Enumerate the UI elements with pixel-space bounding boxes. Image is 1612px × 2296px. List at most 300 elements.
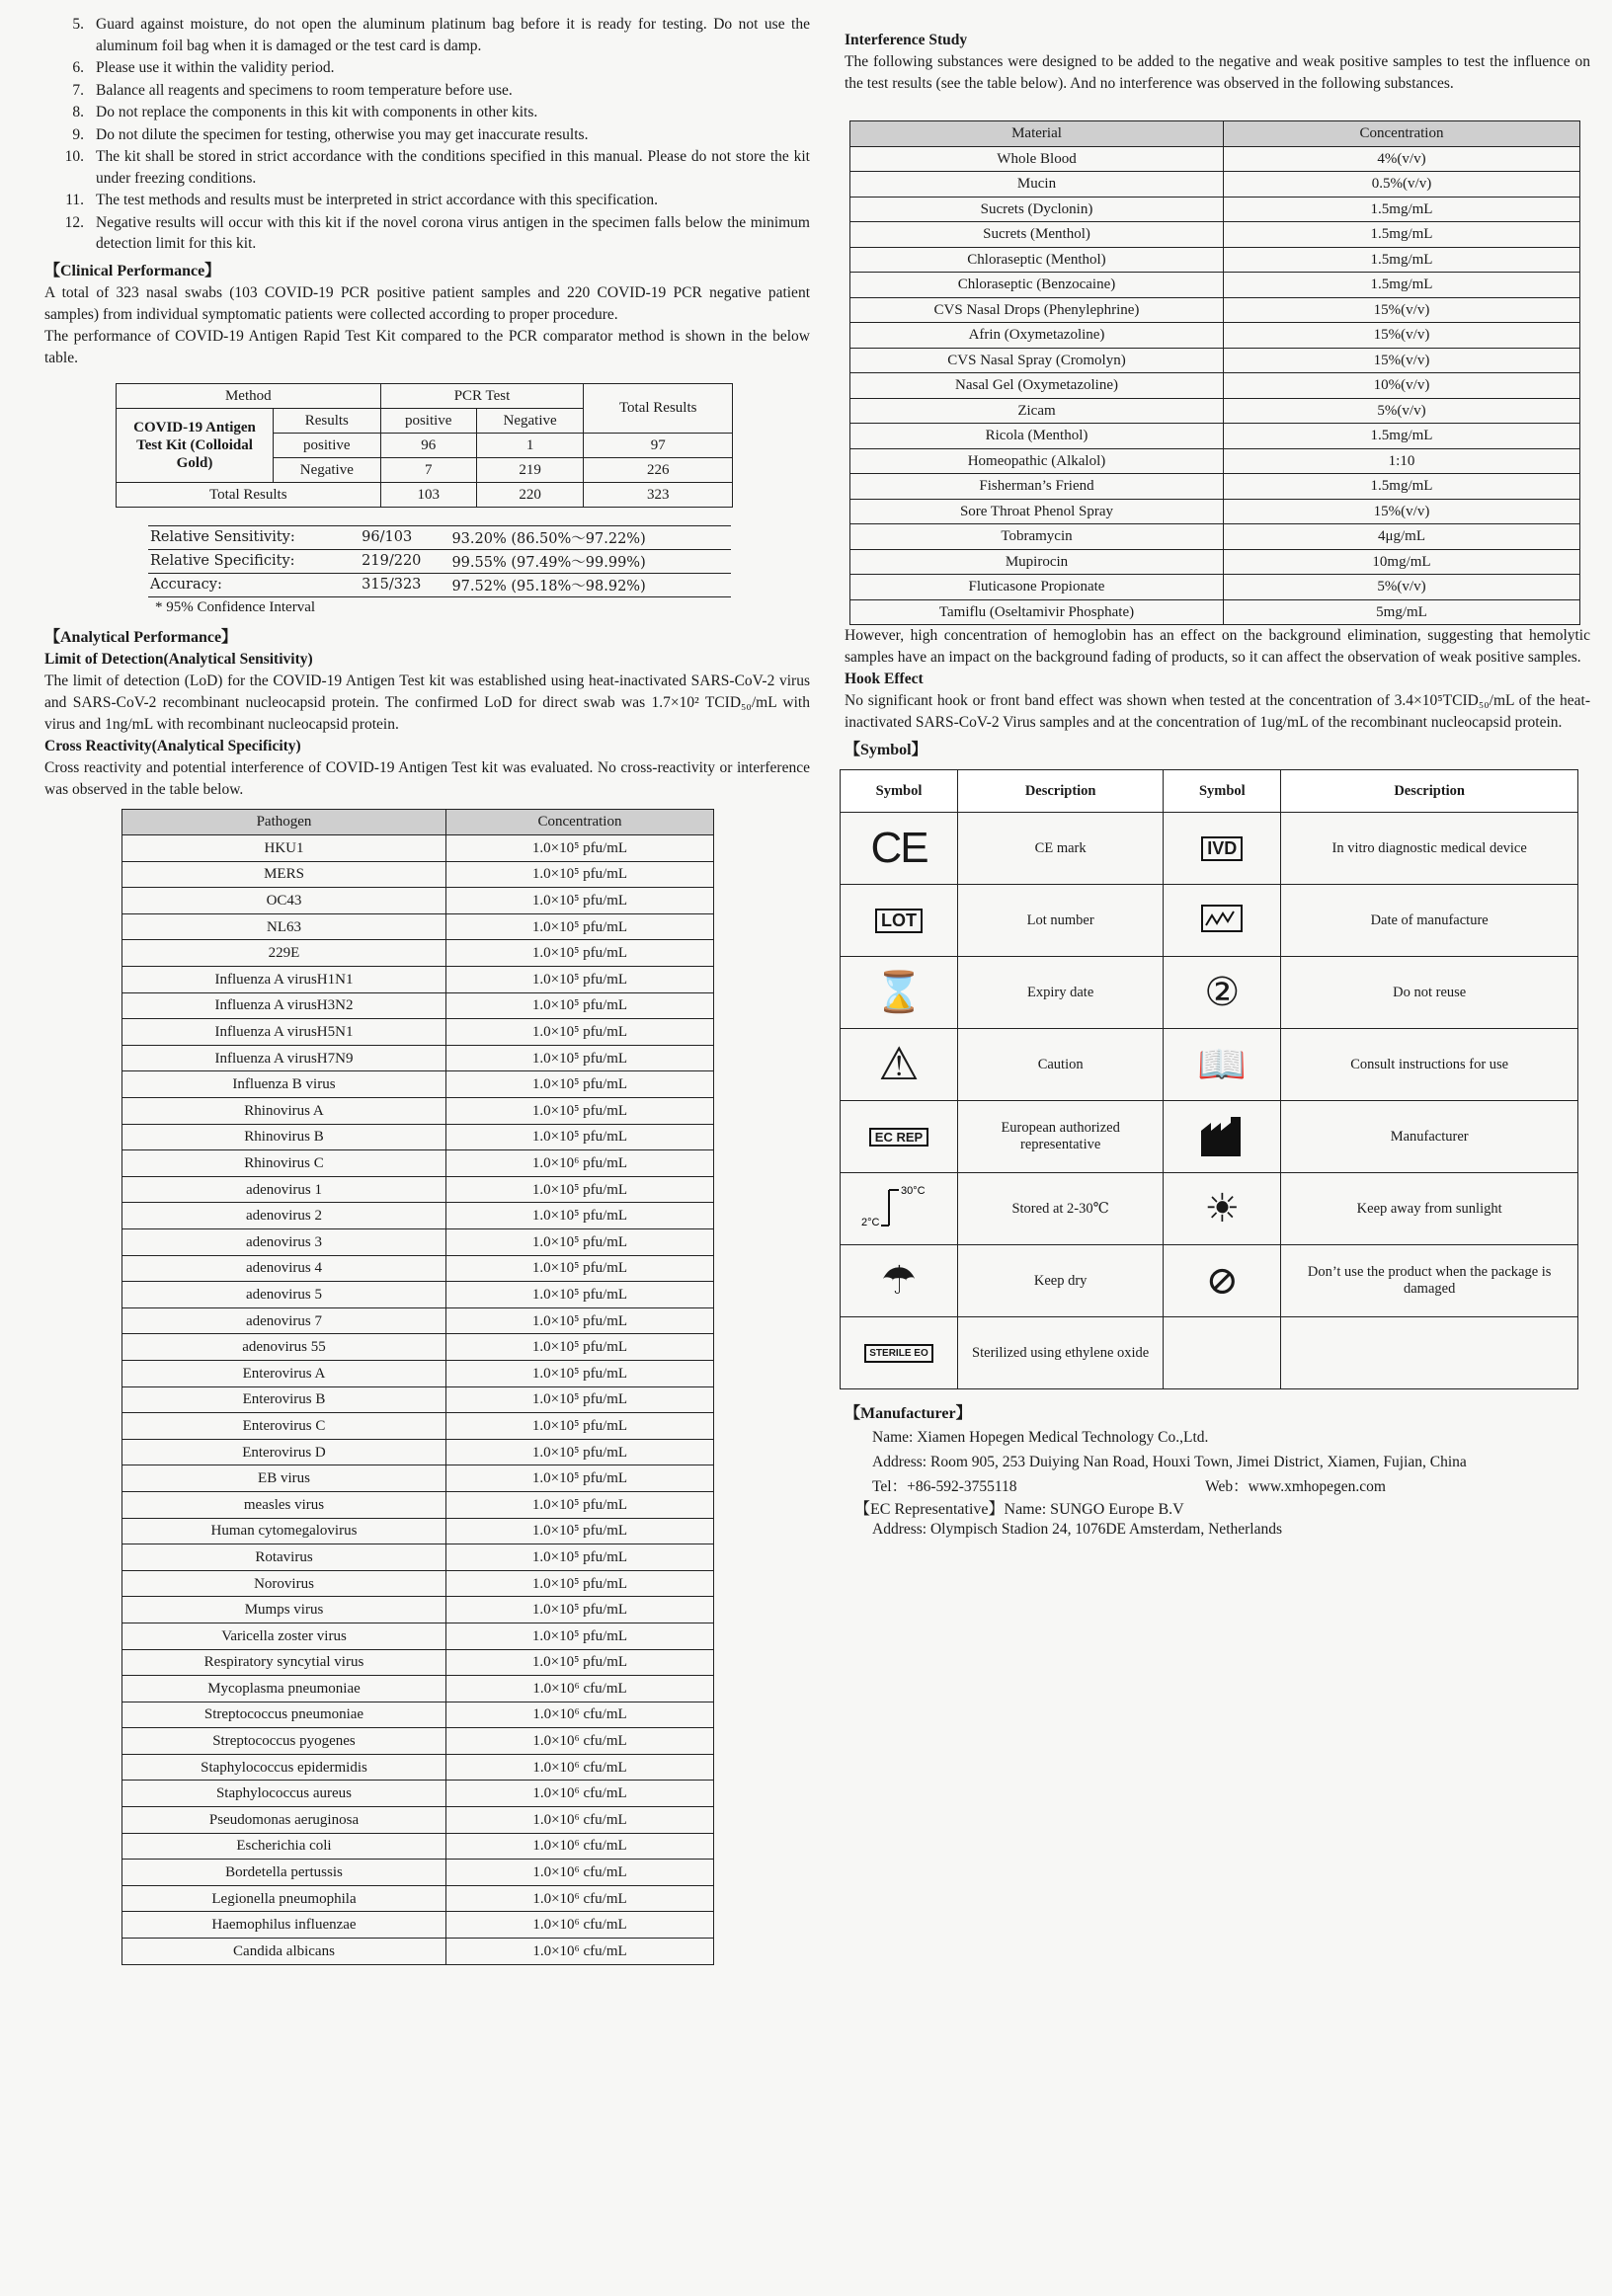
negative-col-header: Negative xyxy=(476,408,584,433)
manufacturer-tel: Tel：+86-592-3755118 xyxy=(872,1478,1017,1495)
list-number: 12. xyxy=(64,213,84,231)
row-total-label: Total Results xyxy=(117,482,381,507)
pathogen-cell: Haemophilus influenzae xyxy=(122,1912,446,1939)
description-col-header: Description xyxy=(958,770,1164,813)
concentration-cell: 1.5mg/mL xyxy=(1224,424,1580,449)
pathogen-cell: Bordetella pertussis xyxy=(122,1860,446,1886)
table-row xyxy=(850,424,1580,449)
pathogen-cell: Legionella pneumophila xyxy=(122,1885,446,1912)
pathogen-cell: Enterovirus C xyxy=(122,1413,446,1440)
table-row xyxy=(122,1045,714,1071)
symbol-description: Keep dry xyxy=(958,1245,1164,1317)
table-row xyxy=(850,524,1580,550)
stat-label: Accuracy: xyxy=(148,573,360,596)
pathogen-cell: adenovirus 55 xyxy=(122,1334,446,1361)
pathogen-cell: Influenza A virusH7N9 xyxy=(122,1045,446,1071)
material-cell: Mucin xyxy=(850,172,1224,198)
manufacturer-web: Web：www.xmhopegen.com xyxy=(1205,1478,1386,1495)
pcr-header: PCR Test xyxy=(380,383,584,408)
cross-reactivity-table xyxy=(121,809,714,1965)
concentration-cell: 1.0×10⁵ pfu/mL xyxy=(446,1386,714,1413)
table-row xyxy=(122,1939,714,1965)
concentration-cell: 1.0×10⁵ pfu/mL xyxy=(446,1255,714,1282)
stat-label: Relative Specificity: xyxy=(148,549,360,573)
sterile-eo-icon: STERILE EO xyxy=(864,1344,932,1360)
pathogen-cell: EB virus xyxy=(122,1465,446,1492)
concentration-cell: 1.0×10⁶ cfu/mL xyxy=(446,1781,714,1807)
symbol-col-header: Symbol xyxy=(841,770,958,813)
pathogen-cell: Influenza A virusH1N1 xyxy=(122,967,446,993)
table-row xyxy=(122,1255,714,1282)
table-row xyxy=(122,1124,714,1150)
interference-table xyxy=(849,120,1580,625)
concentration-cell: 1.0×10⁵ pfu/mL xyxy=(446,861,714,888)
symbol-description: CE mark xyxy=(958,813,1164,885)
concentration-cell: 1.0×10⁵ pfu/mL xyxy=(446,1203,714,1229)
pathogen-cell: NL63 xyxy=(122,913,446,940)
table-row xyxy=(122,1071,714,1098)
table-row xyxy=(122,1203,714,1229)
stat-value: 97.52% (95.18%～98.92%) xyxy=(449,573,731,596)
concentration-header: Concentration xyxy=(446,809,714,835)
list-item xyxy=(44,190,810,211)
stat-label: Relative Sensitivity: xyxy=(148,525,360,549)
material-cell: Nasal Gel (Oxymetazoline) xyxy=(850,373,1224,399)
hourglass-icon: ⌛ xyxy=(874,970,924,1014)
cell: 323 xyxy=(584,482,733,507)
pathogen-cell: Enterovirus B xyxy=(122,1386,446,1413)
left-column xyxy=(44,0,810,1965)
concentration-cell: 1.0×10⁵ pfu/mL xyxy=(446,913,714,940)
list-text: Balance all reagents and specimens to room temperature before use. xyxy=(96,81,513,99)
concentration-cell: 1.0×10⁶ pfu/mL xyxy=(446,1150,714,1177)
concentration-cell: 1.0×10⁵ pfu/mL xyxy=(446,1439,714,1465)
list-number: 7. xyxy=(72,81,84,99)
list-item xyxy=(44,57,810,79)
concentration-cell: 15%(v/v) xyxy=(1224,348,1580,373)
pathogen-cell: Candida albicans xyxy=(122,1939,446,1965)
pathogen-cell: Rhinovirus C xyxy=(122,1150,446,1177)
stat-ratio: 96/103 xyxy=(360,525,449,549)
cell: 220 xyxy=(476,482,584,507)
table-row xyxy=(122,835,714,862)
concentration-cell: 1.5mg/mL xyxy=(1224,197,1580,222)
table-row xyxy=(850,575,1580,600)
symbol-description: Date of manufacture xyxy=(1281,885,1578,957)
table-row xyxy=(850,297,1580,323)
concentration-cell: 1.0×10⁵ pfu/mL xyxy=(446,1491,714,1518)
table-row xyxy=(122,1229,714,1256)
material-cell: Mupirocin xyxy=(850,549,1224,575)
symbol-description: Do not reuse xyxy=(1281,957,1578,1029)
clinical-paragraph-2: The performance of COVID-19 Antigen Rapid Test Kit compared to the PCR comparator method is shown in the below table. xyxy=(44,327,810,366)
table-row xyxy=(122,1754,714,1781)
ec-rep-name: 【EC Representative】Name: SUNGO Europe B.V xyxy=(854,1501,1184,1518)
table-row xyxy=(122,1702,714,1728)
svg-text:30°C: 30°C xyxy=(901,1184,926,1197)
list-text: The test methods and results must be interpreted in strict accordance with this specification. xyxy=(96,192,659,208)
kit-label: COVID-19 Antigen Test Kit (Colloidal Gold) xyxy=(117,408,274,482)
concentration-cell: 1.0×10⁶ cfu/mL xyxy=(446,1676,714,1702)
ec-rep-icon: EC REP xyxy=(869,1130,928,1146)
concentration-cell: 5%(v/v) xyxy=(1224,398,1580,424)
table-row xyxy=(122,1570,714,1597)
hook-effect-text: No significant hook or front band effect was shown when tested at the concentration of 3.4×10⁵TCID₅₀/mL of the heat-inactivated SARS-CoV-2 Virus samples and at the concentration of 1ug/mL of the recombinant nucleocapsid protein. xyxy=(845,692,1590,731)
table-row xyxy=(841,957,1578,1029)
clinical-heading: 【Clinical Performance】 xyxy=(44,262,221,279)
concentration-cell: 1.0×10⁵ pfu/mL xyxy=(446,1071,714,1098)
interference-title: Interference Study xyxy=(845,32,968,48)
list-number: 6. xyxy=(72,59,84,76)
material-cell: Ricola (Menthol) xyxy=(850,424,1224,449)
pathogen-cell: adenovirus 2 xyxy=(122,1203,446,1229)
list-text: Do not dilute the specimen for testing, otherwise you may get inaccurate results. xyxy=(96,125,589,143)
list-item xyxy=(44,212,810,255)
list-number: 5. xyxy=(72,16,84,33)
umbrella-icon: ☂ xyxy=(881,1258,917,1303)
lod-title: Limit of Detection(Analytical Sensitivity) xyxy=(44,650,313,668)
pathogen-cell: Human cytomegalovirus xyxy=(122,1518,446,1544)
table-row xyxy=(850,398,1580,424)
material-cell: Sucrets (Menthol) xyxy=(850,222,1224,248)
material-header: Material xyxy=(850,121,1224,147)
concentration-cell: 1.0×10⁵ pfu/mL xyxy=(446,967,714,993)
concentration-cell: 1.0×10⁶ cfu/mL xyxy=(446,1754,714,1781)
pathogen-cell: adenovirus 1 xyxy=(122,1176,446,1203)
table-row xyxy=(122,1386,714,1413)
damaged-package-icon: ⊘ xyxy=(1205,1258,1240,1303)
material-cell: Whole Blood xyxy=(850,146,1224,172)
table-row xyxy=(850,273,1580,298)
material-cell: Chloraseptic (Menthol) xyxy=(850,247,1224,273)
hook-effect-title: Hook Effect xyxy=(845,671,924,687)
table-row xyxy=(122,1597,714,1623)
concentration-cell: 1.0×10⁵ pfu/mL xyxy=(446,1518,714,1544)
material-cell: Afrin (Oxymetazoline) xyxy=(850,323,1224,349)
stat-value: 93.20% (86.50%～97.22%) xyxy=(449,525,731,549)
manufacturer-name: Name: Xiamen Hopegen Medical Technology Co.,Ltd. xyxy=(872,1429,1209,1446)
table-row xyxy=(122,1282,714,1308)
caution-icon: ⚠ xyxy=(878,1039,920,1089)
concentration-cell: 1.0×10⁵ pfu/mL xyxy=(446,888,714,914)
concentration-cell: 1.0×10⁵ pfu/mL xyxy=(446,940,714,967)
list-item xyxy=(44,80,810,102)
ivd-icon: IVD xyxy=(1201,842,1243,858)
sunlight-icon: ☀ xyxy=(1204,1186,1241,1230)
pathogen-cell: Staphylococcus aureus xyxy=(122,1781,446,1807)
cell: 96 xyxy=(380,433,476,457)
pathogen-cell: Respiratory syncytial virus xyxy=(122,1649,446,1676)
pathogen-cell: adenovirus 7 xyxy=(122,1307,446,1334)
pathogen-cell: Enterovirus D xyxy=(122,1439,446,1465)
table-row xyxy=(850,373,1580,399)
cross-reactivity-title: Cross Reactivity(Analytical Specificity) xyxy=(44,737,301,754)
table-row xyxy=(850,146,1580,172)
list-text: The kit shall be stored in strict accordance with the conditions specified in this manual. Please do not store the kit under freezing conditions. xyxy=(96,148,810,187)
cell: 219 xyxy=(476,457,584,482)
analytical-heading: 【Analytical Performance】 xyxy=(44,628,238,646)
table-row xyxy=(122,1307,714,1334)
concentration-cell: 1.0×10⁵ pfu/mL xyxy=(446,1307,714,1334)
table-row xyxy=(122,1019,714,1046)
symbol-description: Sterilized using ethylene oxide xyxy=(958,1317,1164,1389)
symbol-description: Keep away from sunlight xyxy=(1281,1173,1578,1245)
concentration-cell: 1.0×10⁵ pfu/mL xyxy=(446,1465,714,1492)
list-item xyxy=(44,146,810,189)
pathogen-cell: OC43 xyxy=(122,888,446,914)
table-row xyxy=(122,967,714,993)
concentration-cell: 1.0×10⁵ pfu/mL xyxy=(446,1649,714,1676)
concentration-cell: 1.0×10⁶ cfu/mL xyxy=(446,1860,714,1886)
table-row xyxy=(841,1029,1578,1101)
manufacturer-address: Address: Room 905, 253 Duiying Nan Road, Houxi Town, Jimei District, Xiamen, Fujian, China xyxy=(872,1454,1467,1470)
symbol-description: Manufacturer xyxy=(1281,1101,1578,1173)
pathogen-cell: Rotavirus xyxy=(122,1544,446,1571)
concentration-header: Concentration xyxy=(1224,121,1580,147)
material-cell: Chloraseptic (Benzocaine) xyxy=(850,273,1224,298)
material-cell: Zicam xyxy=(850,398,1224,424)
list-text: Do not replace the components in this kit with components in other kits. xyxy=(96,104,538,120)
description-col-header: Description xyxy=(1281,770,1578,813)
table-row xyxy=(850,172,1580,198)
concentration-cell: 1.0×10⁵ pfu/mL xyxy=(446,992,714,1019)
material-cell: CVS Nasal Drops (Phenylephrine) xyxy=(850,297,1224,323)
concentration-cell: 1.5mg/mL xyxy=(1224,273,1580,298)
pathogen-cell: Streptococcus pneumoniae xyxy=(122,1702,446,1728)
material-cell: Fluticasone Propionate xyxy=(850,575,1224,600)
pathogen-cell: Influenza A virusH3N2 xyxy=(122,992,446,1019)
symbol-description: Consult instructions for use xyxy=(1281,1029,1578,1101)
pathogen-cell: HKU1 xyxy=(122,835,446,862)
list-text: Please use it within the validity period. xyxy=(96,59,335,76)
list-item xyxy=(44,102,810,123)
row-negative-label: Negative xyxy=(274,457,381,482)
manufacturer-icon xyxy=(1197,1145,1247,1160)
concentration-cell: 1.0×10⁵ pfu/mL xyxy=(446,1098,714,1125)
concentration-cell: 1.0×10⁵ pfu/mL xyxy=(446,1334,714,1361)
concentration-cell: 1.0×10⁶ cfu/mL xyxy=(446,1807,714,1834)
concentration-cell: 5mg/mL xyxy=(1224,599,1580,625)
table-row xyxy=(122,1885,714,1912)
symbol-description: Expiry date xyxy=(958,957,1164,1029)
material-cell: Sucrets (Dyclonin) xyxy=(850,197,1224,222)
material-cell: Sore Throat Phenol Spray xyxy=(850,499,1224,524)
concentration-cell: 15%(v/v) xyxy=(1224,297,1580,323)
table-row xyxy=(122,1150,714,1177)
table-row xyxy=(122,1360,714,1386)
pathogen-cell: adenovirus 4 xyxy=(122,1255,446,1282)
list-item xyxy=(44,14,810,56)
material-cell: Tamiflu (Oseltamivir Phosphate) xyxy=(850,599,1224,625)
concentration-cell: 1.0×10⁵ pfu/mL xyxy=(446,1597,714,1623)
consult-instructions-icon: 📖 xyxy=(1197,1042,1248,1086)
table-row xyxy=(841,1317,1578,1389)
do-not-reuse-icon: ② xyxy=(1204,970,1241,1014)
concentration-cell: 10mg/mL xyxy=(1224,549,1580,575)
row-positive-label: positive xyxy=(274,433,381,457)
cell: 7 xyxy=(380,457,476,482)
table-row xyxy=(122,1649,714,1676)
concentration-cell: 1.0×10⁵ pfu/mL xyxy=(446,1413,714,1440)
pathogen-cell: MERS xyxy=(122,861,446,888)
pathogen-cell: Enterovirus A xyxy=(122,1360,446,1386)
concentration-cell: 1.0×10⁶ cfu/mL xyxy=(446,1833,714,1860)
concentration-cell: 1.0×10⁵ pfu/mL xyxy=(446,1176,714,1203)
table-row xyxy=(122,1728,714,1755)
table-row xyxy=(841,813,1578,885)
concentration-cell: 1.5mg/mL xyxy=(1224,247,1580,273)
clinical-performance-table xyxy=(116,383,733,508)
material-cell: CVS Nasal Spray (Cromolyn) xyxy=(850,348,1224,373)
symbol-col-header: Symbol xyxy=(1164,770,1281,813)
material-cell: Tobramycin xyxy=(850,524,1224,550)
pathogen-cell: Staphylococcus epidermidis xyxy=(122,1754,446,1781)
table-row xyxy=(850,448,1580,474)
concentration-cell: 1.0×10⁵ pfu/mL xyxy=(446,835,714,862)
table-row xyxy=(122,1807,714,1834)
concentration-cell: 1.0×10⁵ pfu/mL xyxy=(446,1360,714,1386)
concentration-cell: 1.0×10⁶ cfu/mL xyxy=(446,1728,714,1755)
list-number: 9. xyxy=(72,125,84,143)
pathogen-cell: Pseudomonas aeruginosa xyxy=(122,1807,446,1834)
table-row xyxy=(122,913,714,940)
pathogen-cell: Rhinovirus B xyxy=(122,1124,446,1150)
clinical-paragraph-1: A total of 323 nasal swabs (103 COVID-19 PCR positive patient samples and 220 COVID-19 PCR negative patient samples) from individual symptomatic patients were collected according to proper procedure. xyxy=(44,283,810,323)
concentration-cell: 1.0×10⁵ pfu/mL xyxy=(446,1623,714,1649)
concentration-cell: 1.0×10⁵ pfu/mL xyxy=(446,1019,714,1046)
table-row xyxy=(850,323,1580,349)
table-row xyxy=(122,1439,714,1465)
table-row xyxy=(122,861,714,888)
cell: 226 xyxy=(584,457,733,482)
table-row xyxy=(122,1833,714,1860)
material-cell: Homeopathic (Alkalol) xyxy=(850,448,1224,474)
pathogen-cell: Mycoplasma pneumoniae xyxy=(122,1676,446,1702)
concentration-cell: 1.5mg/mL xyxy=(1224,474,1580,500)
table-row xyxy=(841,1101,1578,1173)
concentration-cell: 0.5%(v/v) xyxy=(1224,172,1580,198)
stat-value: 99.55% (97.49%～99.99%) xyxy=(449,549,731,573)
table-row xyxy=(850,197,1580,222)
concentration-cell: 1.5mg/mL xyxy=(1224,222,1580,248)
results-label: Results xyxy=(274,408,381,433)
list-number: 11. xyxy=(65,192,84,208)
table-row xyxy=(122,1676,714,1702)
concentration-cell: 1.0×10⁵ pfu/mL xyxy=(446,1282,714,1308)
table-row xyxy=(841,1173,1578,1245)
pathogen-cell: measles virus xyxy=(122,1491,446,1518)
table-row xyxy=(850,348,1580,373)
symbol-description: Don’t use the product when the package is damaged xyxy=(1281,1245,1578,1317)
concentration-cell: 1.0×10⁵ pfu/mL xyxy=(446,1124,714,1150)
precautions-list xyxy=(44,14,810,255)
concentration-cell: 1.0×10⁵ pfu/mL xyxy=(446,1544,714,1571)
symbol-description: In vitro diagnostic medical device xyxy=(1281,813,1578,885)
concentration-cell: 15%(v/v) xyxy=(1224,499,1580,524)
list-item xyxy=(44,124,810,146)
total-results-header: Total Results xyxy=(584,383,733,433)
svg-text:2°C: 2°C xyxy=(861,1216,880,1228)
list-text: Guard against moisture, do not open the aluminum platinum bag before it is ready for testing. Do not use the aluminum foil bag when it is damaged or the test card is damp. xyxy=(96,16,810,54)
concentration-cell: 15%(v/v) xyxy=(1224,323,1580,349)
method-header: Method xyxy=(117,383,381,408)
concentration-cell: 1.0×10⁵ pfu/mL xyxy=(446,1045,714,1071)
cell: 97 xyxy=(584,433,733,457)
table-row xyxy=(122,888,714,914)
concentration-cell: 5%(v/v) xyxy=(1224,575,1580,600)
cross-reactivity-text: Cross reactivity and potential interference of COVID-19 Antigen Test kit was evaluated. No cross-reactivity or interference was observed in the table below. xyxy=(44,758,810,798)
stat-ratio: 219/220 xyxy=(360,549,449,573)
table-row xyxy=(122,1465,714,1492)
cell: 1 xyxy=(476,433,584,457)
symbol-heading: 【Symbol】 xyxy=(845,742,927,758)
symbol-table xyxy=(840,769,1578,1389)
table-row xyxy=(122,1912,714,1939)
pathogen-cell: Rhinovirus A xyxy=(122,1098,446,1125)
lod-text: The limit of detection (LoD) for the COVID-19 Antigen Test kit was established using heat-inactivated SARS-CoV-2 virus and SARS-CoV-2 recombinant nucleocapsid protein. The confirmed LoD for direct swab was 1.7×10² TCID₅₀/mL with virus and 1ng/mL with recombinant nucleocapsid protein. xyxy=(44,672,810,733)
ec-representative xyxy=(854,1499,1590,1521)
material-cell: Fisherman’s Friend xyxy=(850,474,1224,500)
right-column xyxy=(845,0,1590,1539)
table-row xyxy=(122,1098,714,1125)
pathogen-cell: Norovirus xyxy=(122,1570,446,1597)
table-row xyxy=(850,599,1580,625)
table-row xyxy=(122,1491,714,1518)
table-row xyxy=(850,549,1580,575)
table-row xyxy=(850,222,1580,248)
concentration-cell: 1.0×10⁶ cfu/mL xyxy=(446,1885,714,1912)
table-row xyxy=(122,1413,714,1440)
concentration-cell: 1.0×10⁶ cfu/mL xyxy=(446,1939,714,1965)
table-row xyxy=(850,247,1580,273)
pathogen-cell: adenovirus 3 xyxy=(122,1229,446,1256)
table-row xyxy=(122,1518,714,1544)
table-row xyxy=(122,1781,714,1807)
concentration-cell: 4μg/mL xyxy=(1224,524,1580,550)
concentration-cell: 1.0×10⁶ cfu/mL xyxy=(446,1912,714,1939)
pathogen-cell: Influenza B virus xyxy=(122,1071,446,1098)
pathogen-header: Pathogen xyxy=(122,809,446,835)
concentration-cell: 1.0×10⁵ pfu/mL xyxy=(446,1570,714,1597)
table-row xyxy=(122,1176,714,1203)
positive-col-header: positive xyxy=(380,408,476,433)
pathogen-cell: Streptococcus pyogenes xyxy=(122,1728,446,1755)
statistics-table xyxy=(148,525,731,597)
table-row xyxy=(122,1544,714,1571)
confidence-interval-note: * 95% Confidence Interval xyxy=(155,598,316,615)
list-number: 10. xyxy=(64,148,84,165)
concentration-cell: 10%(v/v) xyxy=(1224,373,1580,399)
cell: 103 xyxy=(380,482,476,507)
table-row xyxy=(841,1245,1578,1317)
concentration-cell: 4%(v/v) xyxy=(1224,146,1580,172)
pathogen-cell: Mumps virus xyxy=(122,1597,446,1623)
list-number: 8. xyxy=(72,104,84,120)
table-row xyxy=(122,940,714,967)
stat-ratio: 315/323 xyxy=(360,573,449,596)
lot-icon: LOT xyxy=(875,914,923,930)
table-row xyxy=(850,499,1580,524)
ce-mark-icon: CE xyxy=(870,824,927,872)
concentration-cell: 1.0×10⁶ cfu/mL xyxy=(446,1702,714,1728)
concentration-cell: 1.0×10⁵ pfu/mL xyxy=(446,1229,714,1256)
table-row xyxy=(850,474,1580,500)
hemoglobin-note: However, high concentration of hemoglobin has an effect on the background elimination, suggesting that hemolytic samples have an impact on the background fading of products, so it can affect the observation of weak positive samples. xyxy=(845,627,1590,666)
ec-rep-address: Address: Olympisch Stadion 24, 1076DE Amsterdam, Netherlands xyxy=(872,1521,1283,1538)
table-row xyxy=(122,1334,714,1361)
concentration-cell: 1:10 xyxy=(1224,448,1580,474)
table-row xyxy=(122,1623,714,1649)
